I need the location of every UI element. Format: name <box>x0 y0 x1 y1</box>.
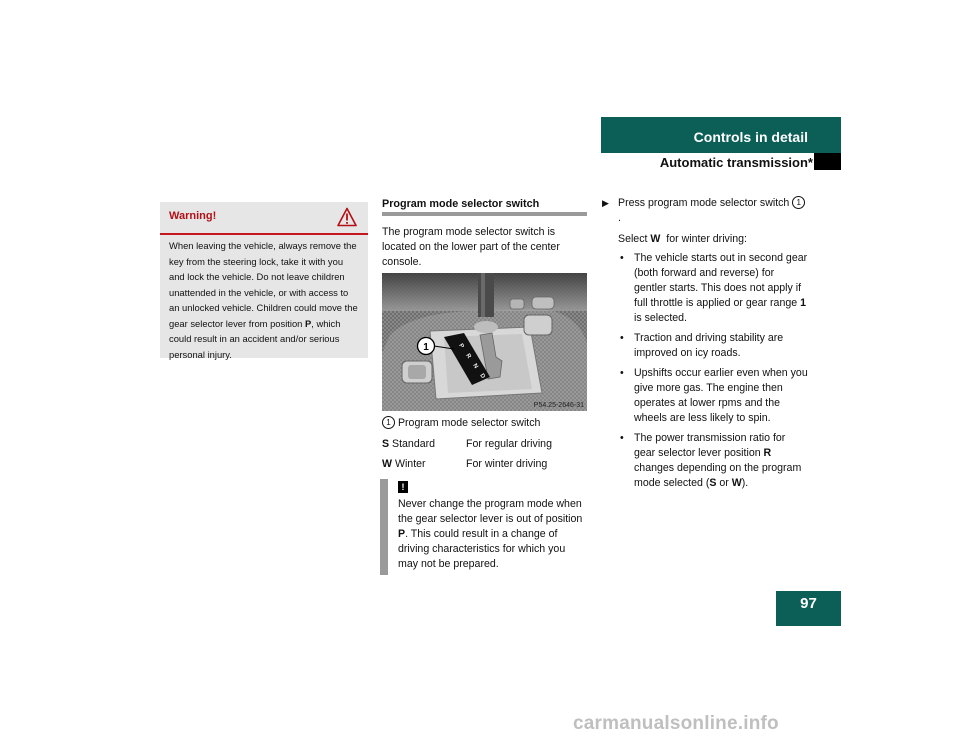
caution-note <box>380 479 590 575</box>
bullet-text: ). <box>741 477 749 489</box>
note-text <box>398 497 588 572</box>
note-text-part: . This could result in a change of driving characteristics for which you may not be prepared. <box>398 528 566 570</box>
bullet-text: or <box>716 477 732 489</box>
select-suffix: for winter driving: <box>660 233 747 245</box>
table-row <box>382 456 587 476</box>
bullet-text: Upshifts occur earlier even when you give more gas. The engine then operates at lower rpms and the wheels are less likely to spin. <box>634 367 808 424</box>
svg-text:P: P <box>457 342 465 350</box>
exclamation-icon: ! <box>398 481 408 493</box>
section-header <box>601 117 841 153</box>
subsection-title: Automatic transmission* <box>659 155 813 170</box>
mode-name-cell <box>382 436 466 456</box>
list-item <box>618 431 808 491</box>
page-number: 97 <box>776 591 841 626</box>
list-item <box>618 331 808 361</box>
warning-box <box>160 202 368 358</box>
mode-name-cell <box>382 456 466 476</box>
svg-text:N: N <box>471 362 479 370</box>
bullet-icon: • <box>620 367 624 379</box>
warning-position-p: P <box>305 317 312 329</box>
warning-text-part: When leaving the vehicle, always remove the key from the steering lock, take it with you and lock the vehicle. Do not leave children unattended in the vehicle, or with access to an unlocked vehicle. Children could move the gear selector lever from position <box>169 240 358 329</box>
bullet-text: The power transmission ratio for gear selector lever position <box>634 432 786 459</box>
note-bar <box>380 479 388 575</box>
header-marker <box>814 153 841 170</box>
note-text-part: Never change the program mode when the gear selector lever is out of position <box>398 498 583 525</box>
instructions <box>602 196 808 496</box>
list-item <box>618 366 808 426</box>
step-number-icon: 1 <box>792 196 805 209</box>
warning-triangle-icon <box>337 207 357 227</box>
winter-effects-list <box>602 251 808 491</box>
bullet-icon: • <box>620 432 624 444</box>
list-item <box>618 251 808 326</box>
mode-name: Winter <box>394 458 426 470</box>
warning-divider <box>160 233 368 235</box>
note-position-p: P <box>398 528 406 540</box>
selector-switch-photo <box>382 273 587 411</box>
select-letter: W <box>650 233 661 245</box>
mode-letter: S <box>382 438 390 450</box>
bullet-bold: W <box>731 477 742 489</box>
warning-title: Warning! <box>169 210 217 222</box>
select-winter-line <box>602 232 808 247</box>
watermark: carmanualsonline.info <box>573 713 779 734</box>
svg-text:D: D <box>478 372 486 380</box>
bullet-bold: 1 <box>800 297 806 309</box>
program-mode-intro: The program mode selector switch is located on the lower part of the center console. <box>382 226 560 268</box>
svg-text:R: R <box>464 352 472 360</box>
photo-caption <box>382 416 587 431</box>
image-code: P54.25-2646-31 <box>533 402 584 409</box>
program-mode-title: Program mode selector switch <box>382 198 540 210</box>
warning-text <box>169 238 361 362</box>
bullet-text: The vehicle starts out in second gear (both forward and reverse) for gentler starts. This does not apply if full throttle is applied or gear range <box>634 252 808 309</box>
bullet-text: changes depending on the program mode selected ( <box>634 462 802 489</box>
bullet-bold: S <box>709 477 717 489</box>
bullet-text: Traction and driving stability are improved on icy roads. <box>634 332 784 359</box>
step-text: Press program mode selector switch <box>618 197 793 209</box>
bullet-bold: R <box>763 447 772 459</box>
step-end: . <box>618 212 621 224</box>
bullet-icon: • <box>620 252 624 264</box>
table-row <box>382 436 587 456</box>
photo-callout-number: 1 <box>423 342 429 353</box>
mode-letter: W <box>382 458 392 470</box>
mode-name: Standard <box>392 438 436 450</box>
mode-table <box>382 436 587 476</box>
bullet-text: is selected. <box>634 312 687 324</box>
step-arrow-icon: ▶ <box>602 198 609 208</box>
caption-number-icon: 1 <box>382 416 395 429</box>
caption-text: Program mode selector switch <box>397 417 541 429</box>
title-rule <box>382 212 587 216</box>
select-prefix: Select <box>618 233 651 245</box>
mode-description: For regular driving <box>466 438 552 450</box>
mode-description: For winter driving <box>466 458 548 470</box>
section-title: Controls in detail <box>693 129 808 145</box>
bullet-icon: • <box>620 332 624 344</box>
warning-text-part: , which could result in an accident and/or serious personal injury. <box>169 317 341 360</box>
instruction-step <box>602 196 808 226</box>
